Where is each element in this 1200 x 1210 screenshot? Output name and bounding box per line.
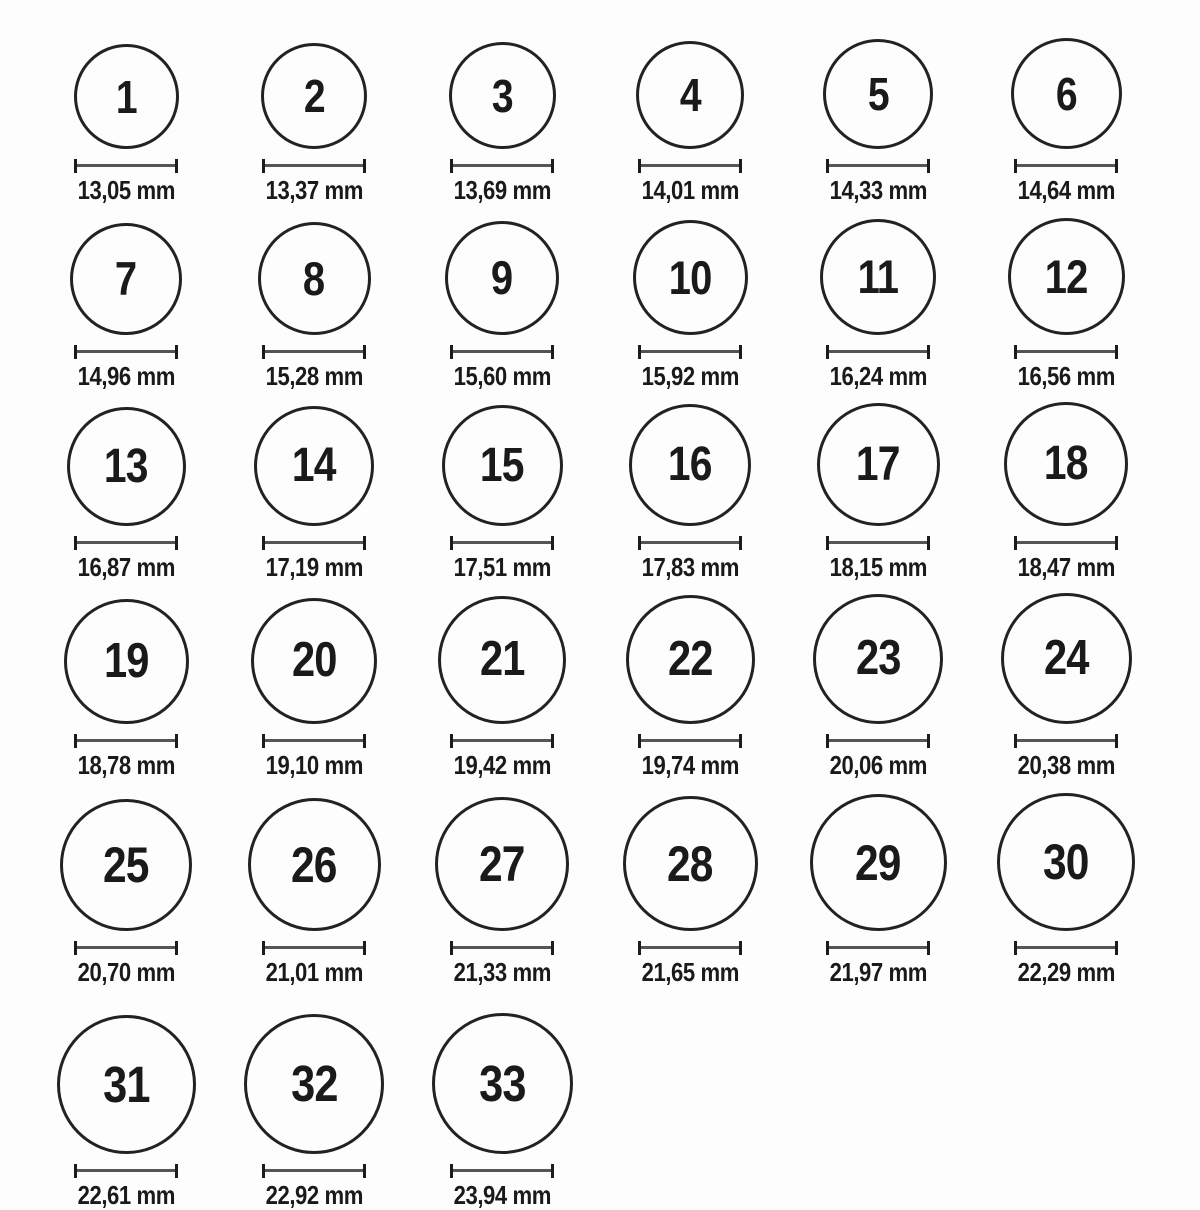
ring-circle	[74, 44, 179, 149]
ring-size-row	[32, 793, 1200, 987]
ring-circle	[1011, 38, 1122, 149]
ring-size-number: 28	[667, 835, 713, 892]
ring-size-number: 22	[667, 631, 713, 686]
ring-circle	[813, 594, 943, 724]
diameter-label: 23,94 mm	[453, 1179, 551, 1210]
ring-size-item	[784, 403, 972, 582]
ring-size-number: 26	[291, 836, 337, 893]
ring-size-number: 27	[479, 836, 525, 893]
diameter-measure-line	[638, 345, 742, 359]
ring-size-item	[220, 43, 408, 205]
ring-circle	[633, 220, 748, 335]
ring-circle	[1004, 402, 1128, 526]
ring-circle	[1001, 593, 1132, 724]
ring-size-item	[220, 798, 408, 987]
ring-size-row	[32, 218, 1200, 391]
ring-size-item	[408, 405, 596, 582]
ring-size-item	[408, 1013, 596, 1210]
ring-size-number: 9	[491, 251, 513, 305]
ring-circle	[445, 221, 559, 335]
ring-circle	[244, 1014, 384, 1154]
ring-size-item	[32, 799, 220, 987]
ring-size-number: 32	[290, 1055, 338, 1113]
ring-size-number: 8	[303, 251, 325, 305]
ring-circle	[261, 43, 367, 149]
ring-size-item	[32, 599, 220, 780]
diameter-label: 21,01 mm	[265, 957, 363, 988]
ring-size-number: 14	[292, 439, 336, 493]
diameter-label: 14,33 mm	[829, 175, 927, 205]
diameter-label: 16,87 mm	[77, 552, 175, 583]
diameter-label: 20,70 mm	[77, 957, 175, 988]
diameter-label: 13,05 mm	[77, 175, 175, 205]
diameter-measure-line	[262, 345, 366, 359]
ring-size-number: 20	[291, 633, 337, 688]
ring-circle	[810, 794, 947, 931]
diameter-measure-line	[262, 159, 366, 173]
diameter-label: 14,01 mm	[641, 175, 739, 205]
diameter-measure-line	[450, 1164, 554, 1178]
diameter-label: 20,38 mm	[1017, 749, 1115, 780]
diameter-label: 15,92 mm	[641, 360, 739, 391]
diameter-label: 22,29 mm	[1017, 957, 1115, 988]
diameter-label: 15,60 mm	[453, 360, 551, 391]
ring-size-item	[32, 1015, 220, 1210]
diameter-measure-line	[638, 941, 742, 955]
ring-circle	[258, 222, 371, 335]
ring-size-number: 10	[668, 250, 712, 304]
ring-size-number: 13	[104, 439, 148, 493]
ring-circle	[60, 799, 192, 931]
diameter-measure-line	[450, 734, 554, 748]
diameter-measure-line	[74, 536, 178, 550]
ring-size-item	[972, 402, 1160, 582]
ring-size-item	[972, 38, 1160, 205]
diameter-label: 17,51 mm	[453, 552, 551, 583]
diameter-measure-line	[1014, 345, 1118, 359]
ring-size-item	[408, 596, 596, 780]
diameter-label: 14,96 mm	[77, 360, 175, 391]
diameter-measure-line	[638, 536, 742, 550]
ring-size-number: 18	[1044, 437, 1088, 491]
ring-size-item	[784, 594, 972, 780]
diameter-measure-line	[826, 941, 930, 955]
ring-circle	[64, 599, 189, 724]
diameter-label: 19,74 mm	[641, 749, 739, 780]
ring-size-item	[972, 218, 1160, 391]
diameter-measure-line	[450, 159, 554, 173]
ring-circle	[629, 404, 751, 526]
ring-size-number: 6	[1055, 67, 1077, 120]
ring-size-item	[32, 407, 220, 582]
diameter-measure-line	[826, 345, 930, 359]
diameter-label: 22,61 mm	[77, 1179, 175, 1210]
ring-size-item	[784, 794, 972, 987]
diameter-measure-line	[450, 941, 554, 955]
ring-size-item	[220, 222, 408, 391]
ring-circle	[57, 1015, 196, 1154]
ring-size-item	[972, 593, 1160, 780]
ring-circle	[432, 1013, 573, 1154]
diameter-label: 18,47 mm	[1017, 552, 1115, 583]
ring-circle	[817, 403, 940, 526]
diameter-label: 20,06 mm	[829, 749, 927, 780]
ring-circle	[997, 793, 1135, 931]
ring-size-number: 5	[867, 68, 889, 120]
diameter-label: 21,33 mm	[453, 957, 551, 988]
ring-circle	[636, 41, 744, 149]
diameter-label: 17,19 mm	[265, 552, 363, 583]
ring-circle	[248, 798, 381, 931]
ring-size-number: 12	[1044, 249, 1088, 303]
ring-size-item	[408, 221, 596, 391]
diameter-label: 14,64 mm	[1017, 175, 1115, 205]
ring-size-number: 29	[855, 834, 901, 891]
ring-size-item	[32, 223, 220, 391]
ring-size-item	[220, 598, 408, 780]
ring-size-number: 2	[303, 70, 325, 122]
diameter-label: 16,56 mm	[1017, 360, 1115, 391]
diameter-label: 13,69 mm	[453, 175, 551, 205]
ring-circle	[70, 223, 182, 335]
ring-size-item	[408, 42, 596, 205]
diameter-measure-line	[1014, 734, 1118, 748]
ring-circle	[1008, 218, 1125, 335]
ring-size-item	[596, 41, 784, 205]
ring-size-row	[32, 593, 1200, 780]
diameter-measure-line	[638, 734, 742, 748]
ring-circle	[626, 595, 755, 724]
ring-size-number: 3	[491, 69, 513, 122]
ring-size-number: 31	[102, 1055, 150, 1113]
ring-size-item	[596, 220, 784, 391]
diameter-label: 19,42 mm	[453, 749, 551, 780]
diameter-measure-line	[1014, 536, 1118, 550]
ring-size-number: 1	[115, 70, 137, 123]
diameter-measure-line	[74, 345, 178, 359]
ring-circle	[442, 405, 563, 526]
ring-circle	[67, 407, 186, 526]
ring-size-item	[408, 797, 596, 987]
ring-size-number: 11	[857, 250, 899, 304]
ring-size-item	[220, 406, 408, 582]
diameter-measure-line	[826, 159, 930, 173]
diameter-measure-line	[450, 536, 554, 550]
diameter-measure-line	[74, 159, 178, 173]
diameter-label: 19,10 mm	[265, 749, 363, 780]
ring-size-number: 30	[1043, 834, 1089, 891]
diameter-measure-line	[1014, 941, 1118, 955]
ring-size-item	[784, 219, 972, 391]
ring-circle	[254, 406, 374, 526]
diameter-label: 21,97 mm	[829, 957, 927, 988]
diameter-measure-line	[74, 734, 178, 748]
diameter-label: 21,65 mm	[641, 957, 739, 988]
ring-size-number: 4	[679, 69, 701, 121]
ring-size-number: 24	[1043, 630, 1089, 685]
diameter-measure-line	[74, 1164, 178, 1178]
ring-size-number: 25	[103, 837, 149, 894]
ring-size-item	[32, 44, 220, 205]
diameter-measure-line	[638, 159, 742, 173]
ring-size-item	[784, 39, 972, 205]
ring-circle	[435, 797, 569, 931]
ring-size-number: 17	[856, 437, 900, 491]
ring-circle	[449, 42, 556, 149]
diameter-measure-line	[450, 345, 554, 359]
diameter-label: 15,28 mm	[265, 360, 363, 391]
ring-circle	[623, 796, 758, 931]
ring-size-number: 19	[103, 633, 149, 688]
ring-size-number: 16	[668, 438, 712, 492]
diameter-label: 16,24 mm	[829, 360, 927, 391]
ring-size-item	[596, 796, 784, 987]
ring-circle	[438, 596, 566, 724]
ring-circle	[823, 39, 933, 149]
ring-circle	[251, 598, 377, 724]
diameter-measure-line	[74, 941, 178, 955]
ring-size-number: 33	[478, 1054, 526, 1112]
diameter-measure-line	[262, 941, 366, 955]
diameter-label: 18,78 mm	[77, 749, 175, 780]
diameter-measure-line	[1014, 159, 1118, 173]
ring-size-item	[596, 404, 784, 582]
ring-circle	[820, 219, 936, 335]
diameter-measure-line	[262, 536, 366, 550]
diameter-measure-line	[262, 1164, 366, 1178]
ring-size-number: 21	[479, 632, 525, 687]
ring-size-row	[32, 1013, 1200, 1210]
ring-size-number: 23	[855, 631, 901, 686]
ring-size-number: 7	[115, 252, 137, 306]
ring-size-item	[220, 1014, 408, 1210]
ring-size-row	[32, 38, 1200, 205]
ring-size-item	[596, 595, 784, 780]
diameter-label: 13,37 mm	[265, 175, 363, 205]
diameter-label: 18,15 mm	[829, 552, 927, 583]
diameter-measure-line	[826, 536, 930, 550]
ring-size-number: 15	[480, 438, 524, 492]
ring-size-item	[972, 793, 1160, 987]
ring-size-row	[32, 402, 1200, 582]
diameter-measure-line	[262, 734, 366, 748]
diameter-label: 17,83 mm	[641, 552, 739, 583]
diameter-label: 22,92 mm	[265, 1179, 363, 1210]
diameter-measure-line	[826, 734, 930, 748]
